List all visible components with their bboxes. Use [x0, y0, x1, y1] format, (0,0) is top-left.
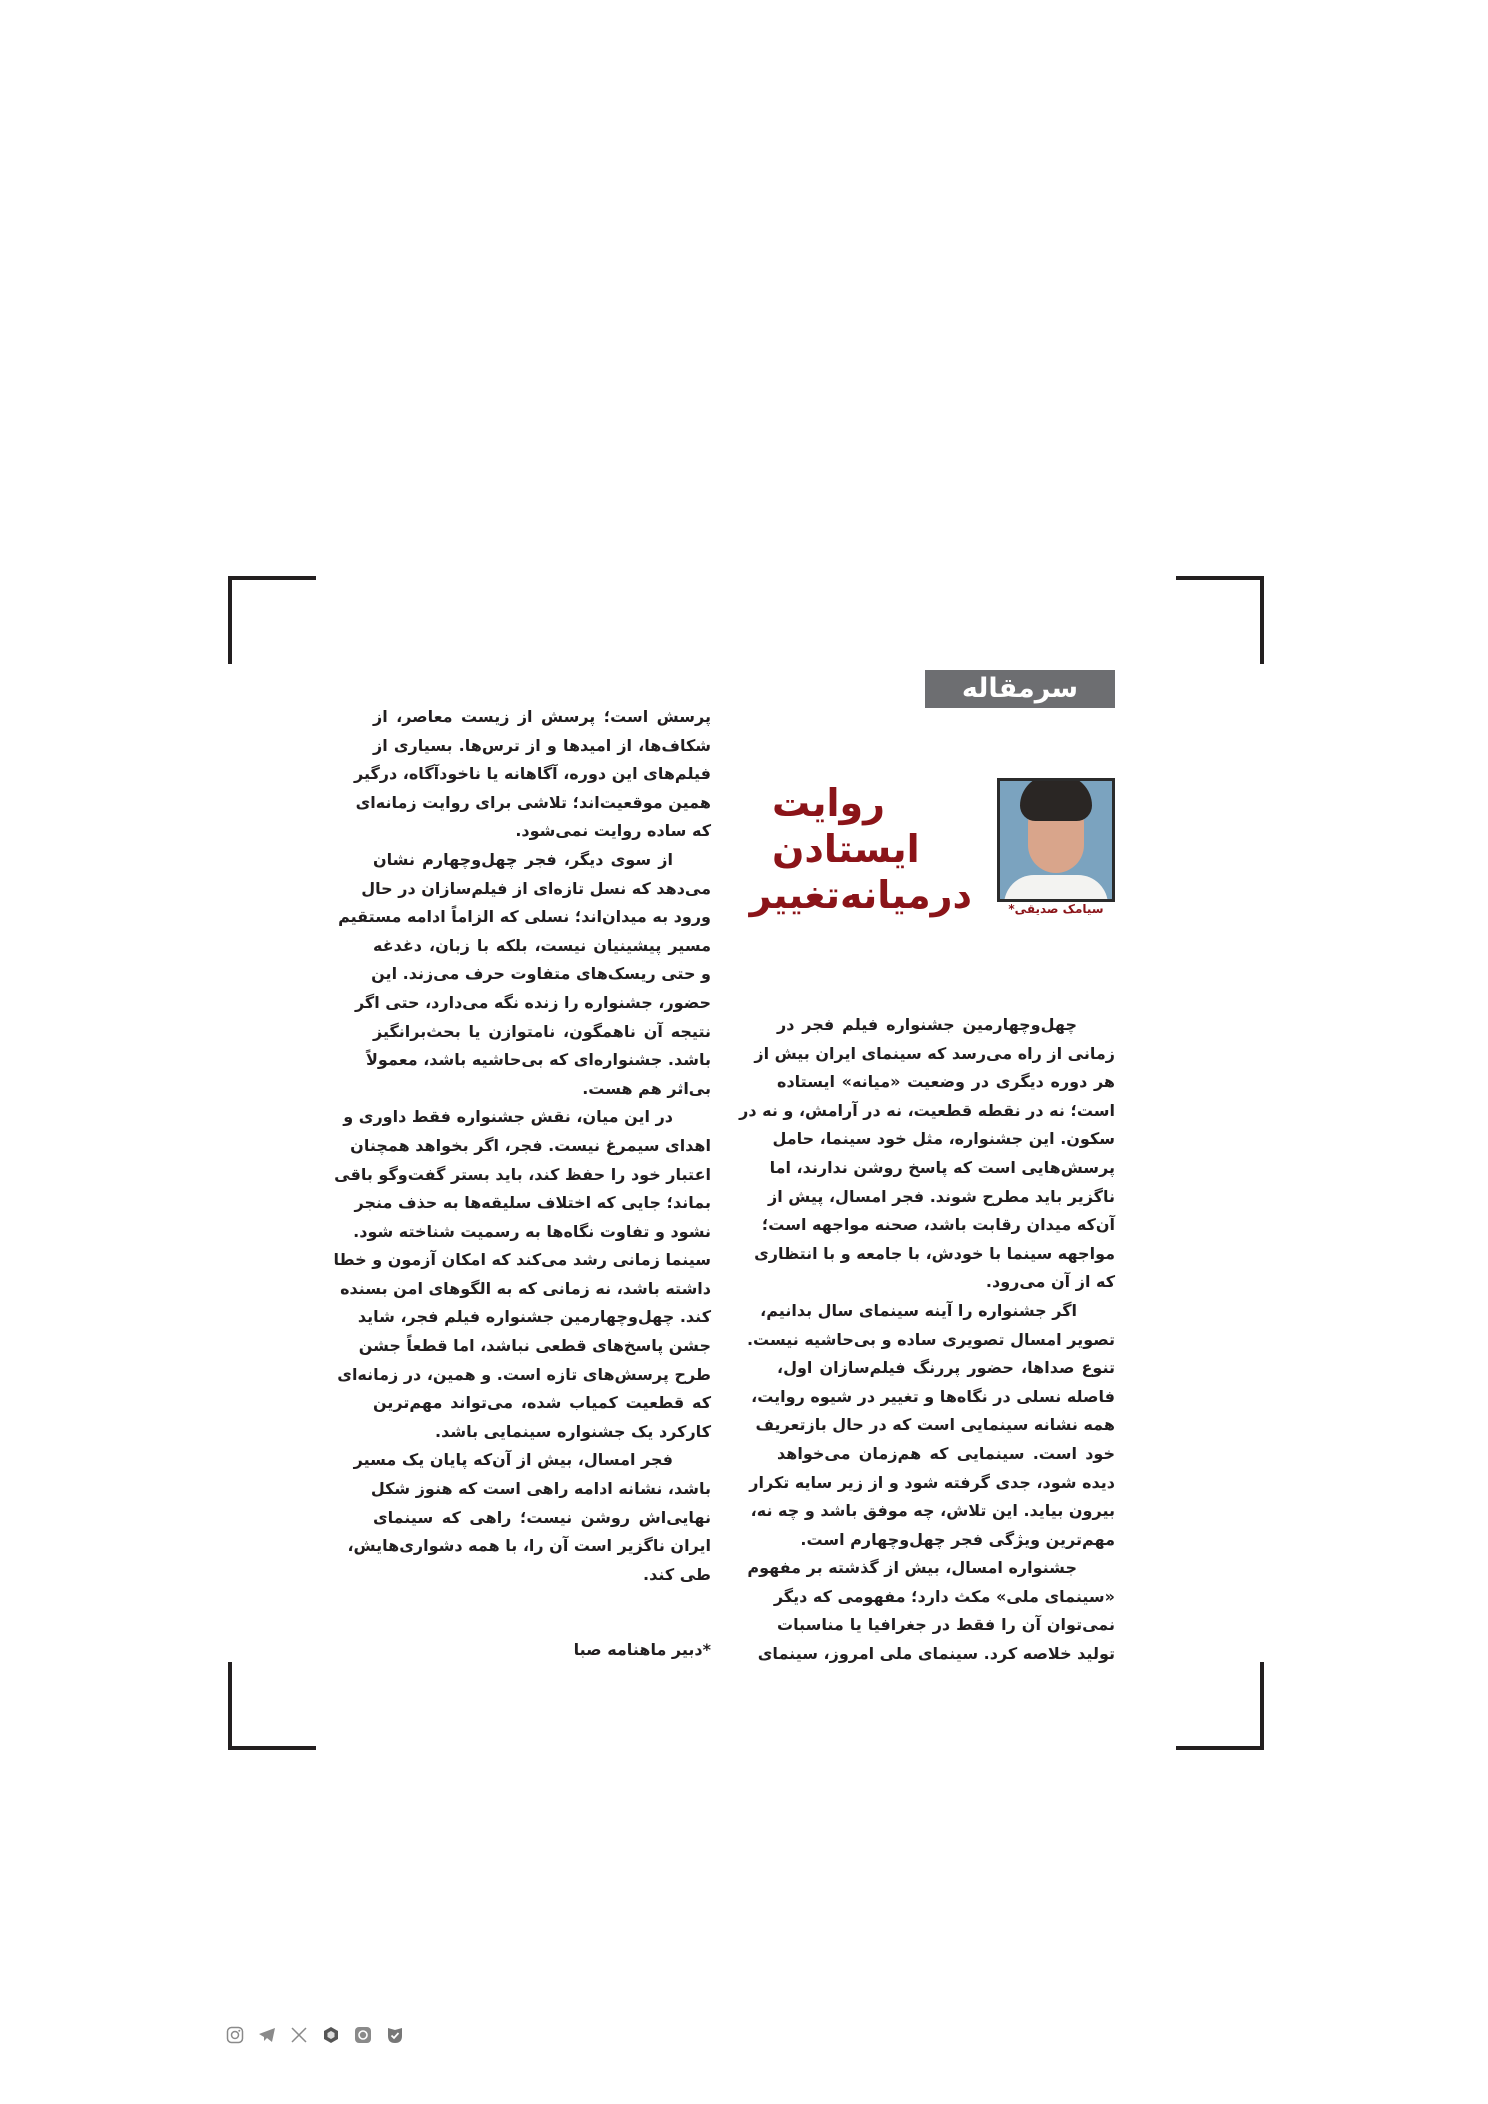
text-line: نمی‌توان آن را فقط در جغرافیا یا مناسبات — [777, 1615, 1115, 1635]
text-line: از سوی دیگر، فجر چهل‌وچهارم نشان — [373, 849, 673, 869]
crop-mark-bottom-left — [228, 1662, 316, 1750]
text-line: تصویر امسال تصویری ساده و بی‌حاشیه نیست. — [746, 1329, 1115, 1349]
x-icon[interactable] — [288, 2024, 310, 2046]
text-line: ناگزیر باید مطرح شوند. فجر امسال، پیش از — [767, 1186, 1115, 1206]
bale-icon[interactable] — [384, 2024, 406, 2046]
text-line: باشد. جشنواره‌ای که بی‌حاشیه باشد، معمولاً — [366, 1050, 711, 1070]
instagram-icon[interactable] — [224, 2024, 246, 2046]
text-line: «سینمای ملی» مکث دارد؛ مفهومی که دیگر — [773, 1586, 1115, 1606]
text-line: همین موقعیت‌اند؛ تلاشی برای روایت زمانه‌ای — [355, 792, 711, 812]
headline — [749, 780, 972, 918]
text-line: بی‌اثر هم هست. — [582, 1078, 711, 1098]
rubika-icon[interactable] — [320, 2024, 342, 2046]
article-column-left — [333, 703, 711, 1589]
text-line: مسیر پیشینیان نیست، بلکه با زبان، دغدغه — [373, 935, 711, 955]
text-line: و حتی ریسک‌های متفاوت حرف می‌زند. این — [371, 964, 711, 984]
headline-line: ایستادن — [772, 827, 920, 871]
text-line: پرسش‌هایی است که پاسخ روشن ندارند، اما — [769, 1157, 1115, 1177]
text-line: جشنواره امسال، بیش از گذشته بر مفهوم — [747, 1558, 1077, 1578]
text-line: فیلم‌های این دوره، آگاهانه یا ناخودآگاه، درگیر — [354, 764, 711, 784]
text-line: اعتبار خود را حفظ کند، باید بستر گفت‌وگو باقی — [334, 1164, 711, 1184]
text-line: دیده شود، جدی گرفته شود و از زیر سایه تکرار — [749, 1472, 1115, 1492]
eitaa-icon[interactable] — [352, 2024, 374, 2046]
text-line: کند. چهل‌وچهارمین جشنواره فیلم فجر، شاید — [357, 1307, 711, 1327]
text-line: بماند؛ جایی که اختلاف سلیقه‌ها به حذف منجر — [354, 1193, 711, 1213]
text-line: آن‌که میدان رقابت باشد، صحنه مواجهه است؛ — [761, 1215, 1115, 1235]
headline-line: روایت — [772, 781, 886, 825]
text-line: نهایی‌اش روشن نیست؛ راهی که سینمای — [373, 1507, 711, 1527]
social-icons — [224, 2024, 406, 2046]
paragraph — [739, 1011, 1115, 1297]
headline-line: درمیانه‌تغییر — [749, 873, 972, 917]
section-label: سرمقاله — [925, 670, 1115, 708]
text-line: طی کند. — [643, 1564, 711, 1584]
text-line: شکاف‌ها، از امیدها و از ترس‌ها. بسیاری از — [373, 735, 711, 755]
text-line: می‌دهد که نسل تازه‌ای از فیلم‌سازان در حال — [361, 878, 711, 898]
text-line: در این میان، نقش جشنواره فقط داوری و — [343, 1107, 673, 1127]
text-line: اهدای سیمرغ نیست. فجر، اگر بخواهد همچنان — [350, 1135, 711, 1155]
text-line: همه نشانه سینمایی است که در حال بازتعریف — [755, 1415, 1115, 1435]
text-line: فاصله نسلی در نگاه‌ها و تغییر در شیوه روایت، — [751, 1386, 1115, 1406]
text-line: فجر امسال، بیش از آن‌که پایان یک مسیر — [353, 1450, 673, 1470]
text-line: مهم‌ترین ویژگی فجر چهل‌وچهارم است. — [800, 1529, 1115, 1549]
paragraph — [746, 1297, 1115, 1554]
text-line: سکون. این جشنواره، مثل خود سینما، حامل — [772, 1129, 1115, 1149]
text-line: داشته باشد، نه زمانی که به الگوهای امن بسنده — [340, 1278, 711, 1298]
text-line: حضور، جشنواره را زنده نگه می‌دارد، حتی اگر — [354, 992, 711, 1012]
article-column-right — [739, 1011, 1115, 1669]
text-line: تولید خلاصه کرد. سینمای ملی امروز، سینمای — [757, 1644, 1115, 1664]
paragraph — [347, 1446, 711, 1589]
text-line: زمانی از راه می‌رسد که سینمای ایران بیش از — [754, 1043, 1115, 1063]
author-footnote: *دبیر ماهنامه صبا — [573, 1640, 711, 1659]
text-line: جشن پاسخ‌های قطعی نباشد، اما قطعاً جشن — [358, 1336, 711, 1356]
text-line: هر دوره دیگری در وضعیت «میانه» ایستاده — [777, 1072, 1115, 1092]
text-line: طرح پرسش‌های تازه است. و همین، در زمانه‌ای — [337, 1364, 711, 1384]
text-line: چهل‌وچهارمین جشنواره فیلم فجر در — [777, 1015, 1077, 1034]
paragraph — [747, 1554, 1115, 1668]
text-line: مواجهه سینما با خودش، با جامعه و با انتظاری — [754, 1243, 1115, 1263]
text-line: بیرون بیاید. این تلاش، چه موفق باشد و چه نه، — [750, 1501, 1115, 1521]
paragraph — [333, 1103, 711, 1446]
telegram-icon[interactable] — [256, 2024, 278, 2046]
paragraph — [338, 846, 711, 1103]
text-line: سینما زمانی رشد می‌کند که امکان آزمون و خطا — [333, 1250, 711, 1270]
text-line: باشد، نشانه ادامه راهی است که هنوز شکل — [370, 1479, 711, 1499]
text-line: که ساده روایت نمی‌شود. — [515, 821, 711, 841]
author-caption: سیامک صدیقی* — [1008, 902, 1104, 916]
text-line: پرسش است؛ پرسش از زیست معاصر، از — [373, 707, 711, 726]
crop-mark-top-left — [228, 576, 316, 664]
author-photo — [997, 778, 1115, 902]
text-line: که از آن می‌رود. — [985, 1272, 1115, 1292]
text-line: نتیجه آن ناهمگون، نامتوازن یا بحث‌برانگیز — [373, 1021, 711, 1041]
crop-mark-bottom-right — [1176, 1662, 1264, 1750]
text-line: نشود و تفاوت نگاه‌ها به رسمیت شناخته شود. — [353, 1221, 711, 1241]
text-line: ایران ناگزیر است آن را، با همه دشواری‌هایش، — [347, 1536, 711, 1556]
text-line: که قطعیت کمیاب شده، می‌تواند مهم‌ترین — [373, 1393, 711, 1413]
text-line: ورود به میدان‌اند؛ نسلی که الزاماً ادامه مستقیم — [338, 907, 711, 927]
text-line: است؛ نه در نقطه قطعیت، نه در آرامش، و نه در — [739, 1100, 1115, 1120]
text-line: کارکرد یک جشنواره سینمایی باشد. — [435, 1421, 711, 1441]
text-line: اگر جشنواره را آینه سینمای سال بدانیم، — [760, 1300, 1077, 1320]
text-line: خود است. سینمایی که هم‌زمان می‌خواهد — [777, 1443, 1115, 1463]
crop-mark-top-right — [1176, 576, 1264, 664]
text-line: تنوع صداها، حضور پررنگ فیلم‌سازان اول، — [777, 1358, 1115, 1378]
paragraph — [354, 703, 711, 846]
